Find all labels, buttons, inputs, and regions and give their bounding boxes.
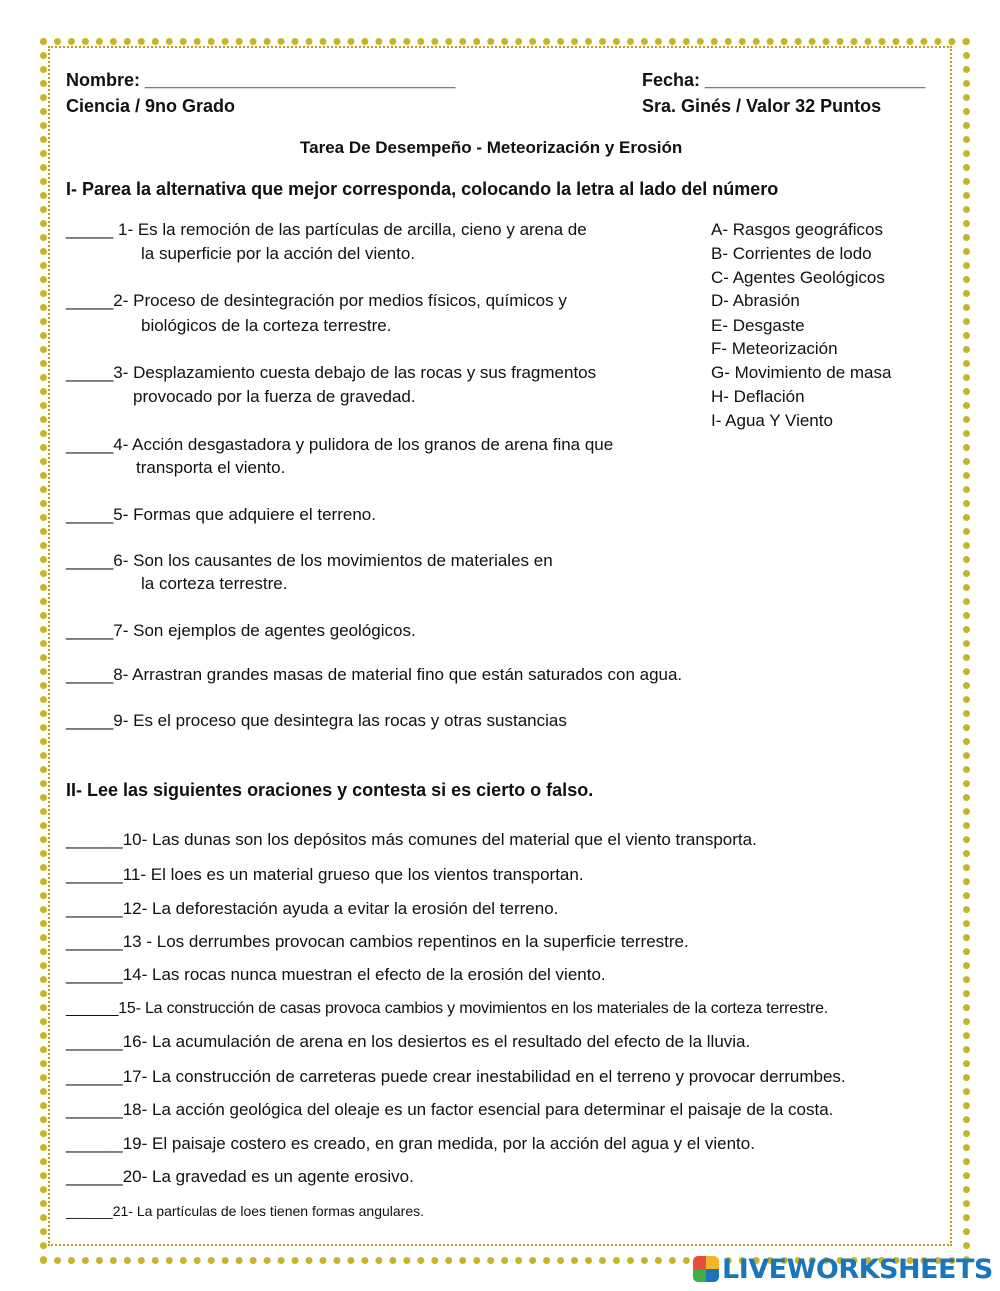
- question-4-line2: transporta el viento.: [136, 458, 286, 477]
- logo-text: LIVEWORKSHEETS: [722, 1253, 993, 1285]
- statement-12: ______12- La deforestación ayuda a evitar la erosión del terreno.: [66, 899, 559, 918]
- statement-13: ______13 - Los derrumbes provocan cambios repentinos en la superficie terrestre.: [66, 932, 689, 951]
- question-2-line2: biológicos de la corteza terrestre.: [141, 316, 392, 335]
- question-8: _____8- Arrastran grandes masas de material fino que están saturados con agua.: [66, 665, 683, 684]
- option-f: F- Meteorización: [711, 339, 838, 358]
- question-6-line1: _____6- Son los causantes de los movimientos de materiales en: [66, 551, 553, 570]
- statement-16: ______16- La acumulación de arena en los desiertos es el resultado del efecto de la lluvia.: [66, 1032, 751, 1051]
- option-c: C- Agentes Geológicos: [711, 268, 885, 287]
- option-i: I- Agua Y Viento: [711, 411, 833, 430]
- option-d: D- Abrasión: [711, 291, 800, 310]
- option-g: G- Movimiento de masa: [711, 363, 892, 382]
- statement-20: ______20- La gravedad es un agente erosivo.: [66, 1167, 414, 1186]
- date-field: Fecha: ______________________: [642, 70, 926, 90]
- class-label: Ciencia / 9no Grado: [66, 96, 236, 116]
- liveworksheets-logo: [693, 1254, 993, 1284]
- question-6-line2: la corteza terrestre.: [141, 574, 288, 593]
- statement-10: ______10- Las dunas son los depósitos más comunes del material que el viento transporta.: [66, 830, 757, 849]
- question-1-line1: _____ 1- Es la remoción de las partículas de arcilla, cieno y arena de: [66, 220, 587, 239]
- option-a: A- Rasgos geográficos: [711, 220, 883, 239]
- logo-badge-icon: [693, 1256, 719, 1282]
- page-title: Tarea De Desempeño - Meteorización y Erosión: [300, 138, 683, 157]
- statement-11: ______11- El loes es un material grueso que los vientos transportan.: [66, 865, 584, 884]
- question-3-line2: provocado por la fuerza de gravedad.: [133, 387, 416, 406]
- name-field: Nombre: _______________________________: [66, 70, 456, 90]
- question-1-line2: la superficie por la acción del viento.: [141, 244, 416, 263]
- statement-15: ______15- La construcción de casas provoca cambios y movimientos en los materiales de la corteza terrestre.: [66, 1000, 829, 1017]
- statement-17: ______17- La construcción de carreteras puede crear inestabilidad en el terreno y provocar derrumbes.: [66, 1067, 846, 1086]
- statement-21: ______21- La partículas de loes tienen formas angulares.: [66, 1203, 425, 1219]
- question-9: _____9- Es el proceso que desintegra las rocas y otras sustancias: [66, 711, 567, 730]
- statement-14: ______14- Las rocas nunca muestran el efecto de la erosión del viento.: [66, 965, 606, 984]
- part2-heading: II- Lee las siguientes oraciones y contesta si es cierto o falso.: [66, 780, 594, 800]
- question-7: _____7- Son ejemplos de agentes geológicos.: [66, 621, 416, 640]
- statement-18: ______18- La acción geológica del oleaje es un factor esencial para determinar el paisaje de la costa.: [66, 1100, 834, 1119]
- part1-heading: I- Parea la alternativa que mejor corresponda, colocando la letra al lado del número: [66, 179, 779, 199]
- option-h: H- Deflación: [711, 387, 805, 406]
- question-5: _____5- Formas que adquiere el terreno.: [66, 505, 376, 524]
- question-3-line1: _____3- Desplazamiento cuesta debajo de las rocas y sus fragmentos: [66, 363, 597, 382]
- option-e: E- Desgaste: [711, 316, 805, 335]
- option-b: B- Corrientes de lodo: [711, 244, 872, 263]
- statement-19: ______19- El paisaje costero es creado, en gran medida, por la acción del agua y el viento.: [66, 1134, 755, 1153]
- teacher-label: Sra. Ginés / Valor 32 Puntos: [642, 96, 882, 116]
- question-4-line1: _____4- Acción desgastadora y pulidora de los granos de arena fina que: [66, 435, 614, 454]
- question-2-line1: _____2- Proceso de desintegración por medios físicos, químicos y: [66, 291, 567, 310]
